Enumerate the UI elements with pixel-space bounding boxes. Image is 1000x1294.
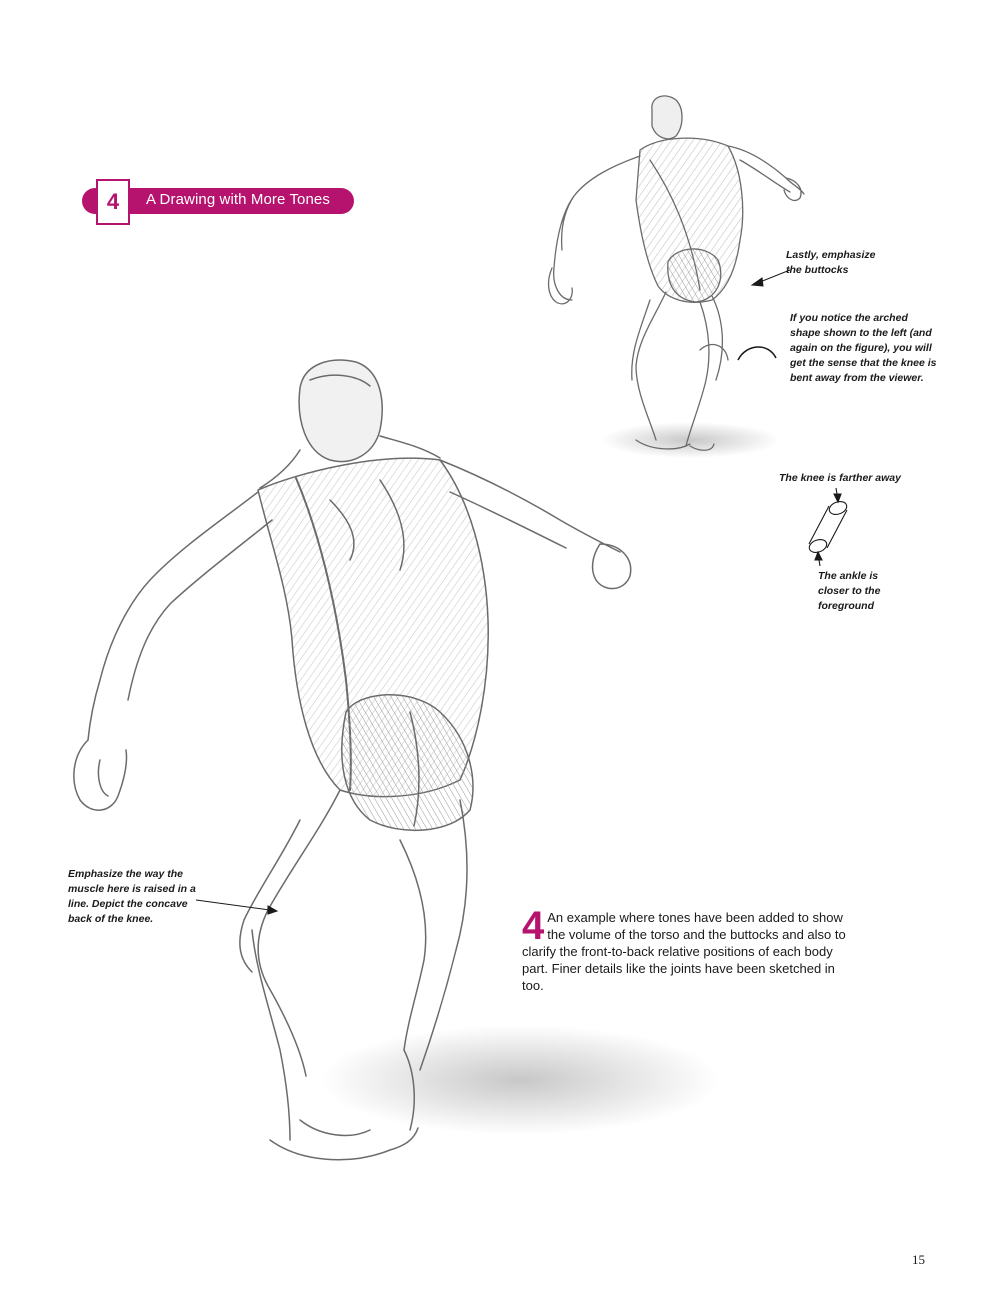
- note-ankle-line-2: closer to the: [818, 585, 881, 597]
- arrow-to-knee: [196, 900, 270, 910]
- note-ankle-closer: [818, 569, 880, 614]
- note-arched-line-3: again on the figure), you will: [790, 342, 932, 354]
- section-title: A Drawing with More Tones: [146, 191, 330, 208]
- note-arched-line-1: If you notice the arched: [790, 312, 908, 324]
- note-knee-farther: The knee is farther away: [779, 472, 901, 484]
- note-arched-line-2: shape shown to the left (and: [790, 327, 932, 339]
- note-muscle-line-3: line. Depict the concave: [68, 898, 188, 910]
- page-number: 15: [912, 1252, 925, 1267]
- arched-shape-diagram: [738, 347, 776, 360]
- note-buttocks-line-1: Lastly, emphasize: [786, 249, 876, 261]
- note-ankle-line-1: The ankle is: [818, 570, 879, 582]
- step-description-text: An example where tones have been added to show the volume of the torso and the buttocks and also to clarify the front-to-back relative positions of each body part. Finer details like the joints have been sketched in too.: [522, 910, 846, 993]
- step-number: 4: [106, 189, 120, 214]
- note-ankle-line-3: foreground: [818, 600, 874, 612]
- note-muscle-line: [68, 867, 196, 927]
- small-figure-drawing: [549, 96, 804, 458]
- note-arched-line-4: get the sense that the knee is: [790, 357, 937, 369]
- large-figure-drawing: [74, 360, 720, 1160]
- note-buttocks: [786, 248, 875, 278]
- note-muscle-line-1: Emphasize the way the: [68, 868, 183, 880]
- note-arched-shape: [790, 311, 936, 386]
- step-description-number: 4: [522, 904, 545, 948]
- step-description: [522, 904, 852, 994]
- knee-ankle-cylinder-diagram: [807, 488, 848, 566]
- note-muscle-line-4: back of the knee.: [68, 913, 154, 925]
- note-arched-line-5: bent away from the viewer.: [790, 372, 924, 384]
- note-muscle-line-2: muscle here is raised in a: [68, 883, 196, 895]
- note-buttocks-line-2: the buttocks: [786, 264, 849, 276]
